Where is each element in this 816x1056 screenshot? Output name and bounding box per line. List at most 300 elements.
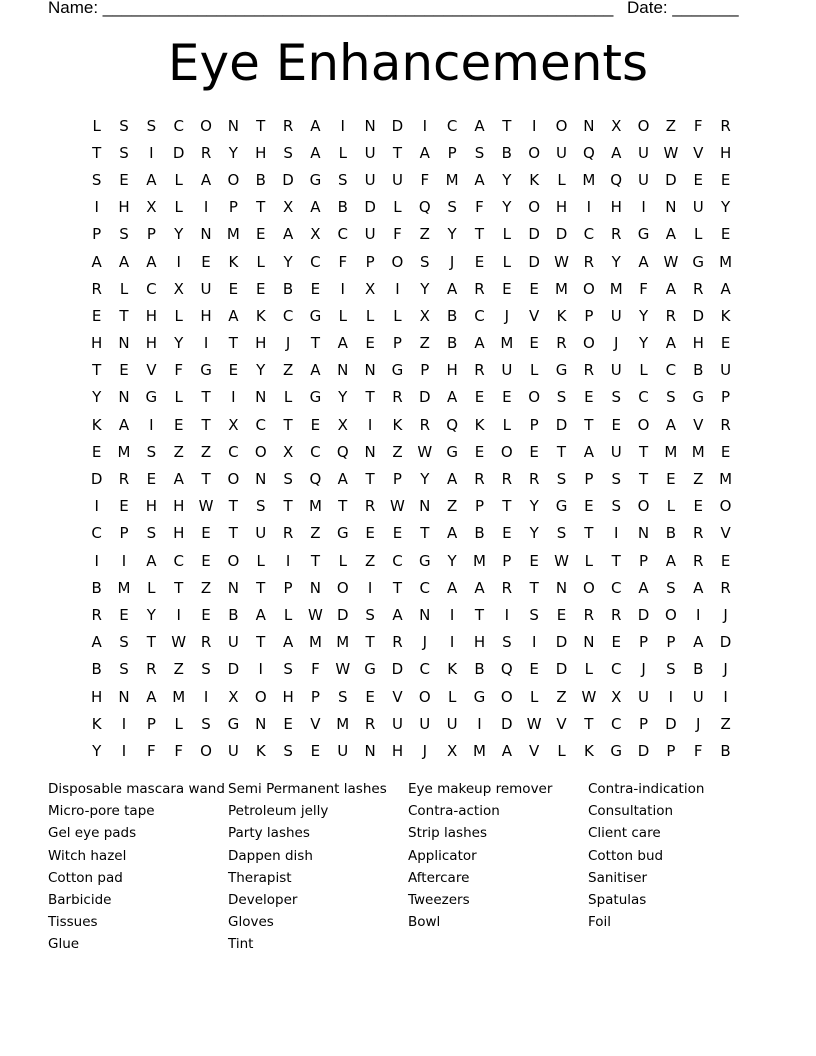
grid-letter: D	[555, 660, 568, 679]
grid-letter: X	[228, 687, 239, 706]
grid-letter: H	[145, 306, 157, 325]
grid-letter: L	[338, 143, 347, 162]
grid-letter: M	[719, 252, 733, 271]
grid-letter: N	[583, 116, 595, 135]
grid-letter: A	[118, 252, 130, 271]
grid-letter: S	[283, 741, 293, 760]
grid-letter: I	[121, 741, 127, 760]
grid-letter: W	[554, 551, 569, 570]
grid-letter: A	[310, 198, 321, 217]
grid-letter: O	[637, 497, 650, 516]
word-item: Semi Permanent lashes	[228, 781, 387, 797]
grid-letter: B	[446, 306, 458, 325]
grid-letter: U	[556, 143, 567, 162]
grid-letter: O	[254, 442, 267, 461]
grid-letter: V	[720, 524, 731, 543]
grid-letter: O	[418, 687, 431, 706]
grid-letter: R	[610, 605, 622, 624]
grid-row	[83, 275, 739, 302]
grid-letter: T	[420, 524, 430, 543]
grid-letter: L	[529, 687, 539, 706]
grid-letter: S	[611, 388, 621, 407]
grid-letter: U	[692, 687, 704, 706]
grid-letter: O	[227, 551, 240, 570]
grid-letter: T	[201, 470, 211, 489]
grid-letter: E	[201, 605, 211, 624]
grid-letter: L	[502, 252, 511, 271]
grid-letter: Y	[92, 741, 102, 760]
grid-letter: S	[447, 198, 457, 217]
grid-letter: T	[365, 470, 375, 489]
grid-letter: Y	[174, 225, 184, 244]
grid-letter: C	[665, 361, 677, 380]
grid-letter: U	[638, 687, 650, 706]
grid-letter: U	[255, 524, 267, 543]
grid-letter: T	[119, 306, 129, 325]
grid-letter: N	[118, 388, 130, 407]
grid-letter: B	[474, 524, 485, 543]
grid-letter: A	[337, 470, 348, 489]
grid-letter: A	[720, 279, 731, 298]
grid-letter: B	[91, 660, 102, 679]
grid-letter: S	[556, 388, 567, 407]
grid-letter: M	[719, 470, 733, 489]
grid-row	[83, 112, 739, 139]
grid-letter: I	[531, 116, 537, 135]
grid-letter: K	[474, 415, 485, 434]
grid-letter: I	[449, 605, 455, 624]
grid-letter: T	[310, 334, 320, 353]
grid-letter: Z	[282, 361, 294, 380]
grid-letter: N	[637, 524, 650, 543]
grid-letter: O	[664, 605, 677, 624]
grid-letter: Q	[336, 442, 349, 461]
grid-letter: S	[283, 143, 293, 162]
word-item: Spatulas	[588, 892, 647, 909]
grid-letter: R	[556, 334, 567, 353]
grid-letter: P	[392, 470, 402, 489]
grid-letter: R	[200, 633, 212, 652]
word-item: Contra-indication	[588, 781, 705, 797]
grid-letter: W	[171, 633, 187, 652]
grid-letter: H	[118, 198, 130, 217]
grid-letter: C	[173, 551, 184, 570]
grid-letter: S	[365, 605, 375, 624]
grid-letter: P	[283, 578, 293, 597]
grid-letter: T	[201, 415, 211, 434]
word-item: Gel eye pads	[48, 825, 137, 842]
grid-letter: N	[200, 225, 212, 244]
grid-letter: L	[393, 198, 402, 217]
grid-letter: L	[694, 225, 703, 244]
grid-letter: D	[364, 198, 376, 217]
grid-letter: R	[282, 116, 294, 135]
grid-letter: K	[255, 741, 266, 760]
grid-letter: E	[529, 279, 539, 298]
grid-letter: S	[283, 660, 293, 679]
grid-letter: U	[337, 741, 349, 760]
grid-letter: S	[283, 470, 293, 489]
grid-letter: I	[696, 605, 701, 624]
grid-row	[83, 737, 739, 764]
grid-letter: U	[364, 143, 376, 162]
grid-row	[83, 547, 739, 574]
word-item: Tweezers	[408, 892, 470, 909]
grid-letter: N	[555, 578, 568, 597]
grid-letter: V	[146, 361, 157, 380]
grid-letter: R	[720, 415, 731, 434]
word-item: Dappen dish	[228, 847, 313, 864]
grid-letter: U	[610, 306, 622, 325]
grid-letter: A	[611, 143, 622, 162]
grid-letter: H	[446, 361, 458, 380]
grid-letter: L	[666, 497, 676, 516]
grid-letter: C	[610, 578, 622, 597]
grid-letter: O	[555, 116, 568, 135]
grid-letter: D	[90, 470, 103, 489]
grid-letter: Q	[418, 198, 431, 217]
grid-letter: Z	[419, 225, 430, 244]
grid-letter: G	[364, 660, 376, 679]
grid-letter: J	[422, 741, 428, 760]
grid-letter: P	[119, 524, 129, 543]
grid-letter: T	[283, 497, 293, 516]
grid-letter: X	[282, 442, 294, 461]
grid-letter: A	[310, 143, 321, 162]
grid-letter: C	[282, 306, 294, 325]
grid-letter: A	[392, 605, 403, 624]
grid-letter: E	[119, 170, 129, 189]
grid-letter: Y	[502, 170, 512, 189]
grid-letter: I	[586, 198, 592, 217]
grid-letter: E	[310, 279, 321, 298]
page-title: Eye Enhancements	[167, 34, 649, 92]
grid-letter: E	[91, 306, 102, 325]
grid-letter: K	[529, 170, 540, 189]
grid-letter: E	[720, 334, 731, 353]
grid-letter: E	[611, 633, 621, 652]
grid-letter: R	[474, 470, 485, 489]
grid-letter: Y	[256, 361, 266, 380]
grid-letter: S	[666, 578, 676, 597]
grid-letter: M	[609, 279, 623, 298]
grid-letter: T	[392, 143, 403, 162]
grid-letter: D	[692, 306, 705, 325]
grid-letter: E	[255, 225, 266, 244]
grid-letter: R	[419, 415, 431, 434]
grid-letter: E	[91, 442, 102, 461]
grid-letter: S	[666, 660, 676, 679]
grid-letter: U	[446, 714, 458, 733]
word-item: Tissues	[48, 914, 98, 931]
grid-letter: H	[391, 741, 404, 760]
grid-letter: T	[201, 388, 211, 407]
grid-letter: Z	[173, 442, 184, 461]
grid-letter: S	[146, 442, 157, 461]
grid-letter: D	[172, 143, 185, 162]
grid-letter: N	[419, 605, 431, 624]
grid-letter: V	[693, 415, 704, 434]
grid-letter: C	[146, 279, 157, 298]
grid-letter: D	[227, 660, 240, 679]
grid-letter: K	[583, 741, 594, 760]
grid-letter: A	[282, 633, 294, 652]
grid-letter: T	[474, 225, 485, 244]
grid-letter: I	[176, 252, 181, 271]
grid-letter: E	[584, 388, 594, 407]
grid-letter: B	[474, 660, 485, 679]
grid-letter: A	[310, 116, 321, 135]
grid-letter: G	[473, 687, 486, 706]
grid-letter: Q	[610, 170, 623, 189]
grid-letter: H	[692, 334, 704, 353]
grid-letter: R	[583, 605, 595, 624]
grid-letter: F	[311, 660, 320, 679]
grid-letter: K	[556, 306, 567, 325]
grid-letter: P	[639, 551, 649, 570]
grid-letter: E	[693, 170, 703, 189]
grid-letter: P	[529, 415, 539, 434]
grid-letter: A	[146, 252, 157, 271]
word-item: Sanitiser	[588, 869, 648, 886]
grid-letter: C	[310, 252, 321, 271]
grid-letter: L	[557, 170, 566, 189]
grid-letter: J	[504, 306, 510, 325]
grid-letter: A	[447, 578, 458, 597]
grid-letter: U	[227, 633, 239, 652]
grid-letter: A	[146, 170, 157, 189]
grid-letter: B	[501, 143, 512, 162]
grid-letter: L	[338, 306, 347, 325]
grid-letter: K	[228, 252, 239, 271]
grid-row	[83, 574, 739, 601]
grid-letter: X	[282, 198, 294, 217]
grid-letter: I	[668, 687, 674, 706]
grid-letter: T	[638, 470, 649, 489]
grid-letter: P	[365, 252, 375, 271]
grid-letter: R	[665, 306, 677, 325]
word-item: Tint	[228, 936, 254, 953]
word-item: Gloves	[228, 914, 274, 931]
grid-letter: P	[639, 714, 649, 733]
grid-letter: N	[364, 741, 376, 760]
grid-letter: D	[528, 225, 540, 244]
grid-letter: Z	[556, 687, 567, 706]
grid-letter: H	[91, 687, 103, 706]
grid-letter: X	[419, 306, 430, 325]
grid-letter: A	[665, 415, 677, 434]
grid-letter: L	[447, 687, 457, 706]
grid-letter: A	[419, 143, 430, 162]
grid-letter: C	[474, 306, 485, 325]
grid-letter: S	[556, 524, 567, 543]
grid-letter: M	[308, 497, 322, 516]
grid-letter: A	[228, 306, 239, 325]
grid-letter: R	[501, 470, 513, 489]
grid-letter: R	[364, 497, 376, 516]
grid-letter: P	[584, 470, 594, 489]
grid-letter: H	[200, 306, 212, 325]
grid-letter: X	[310, 225, 321, 244]
grid-letter: S	[201, 714, 211, 733]
grid-letter: T	[338, 497, 348, 516]
grid-letter: N	[309, 578, 322, 597]
grid-letter: P	[721, 388, 731, 407]
grid-letter: L	[365, 306, 375, 325]
grid-letter: E	[529, 660, 539, 679]
grid-letter: O	[582, 578, 595, 597]
grid-letter: M	[308, 633, 322, 652]
grid-letter: O	[254, 687, 267, 706]
grid-letter: I	[367, 415, 373, 434]
grid-letter: L	[119, 279, 129, 298]
grid-letter: A	[665, 225, 677, 244]
grid-letter: B	[255, 170, 266, 189]
grid-row	[83, 302, 739, 329]
word-item: Applicator	[408, 847, 477, 864]
grid-letter: A	[474, 578, 485, 597]
grid-letter: X	[146, 198, 157, 217]
grid-letter: E	[529, 551, 539, 570]
grid-letter: U	[720, 361, 732, 380]
grid-letter: N	[583, 633, 595, 652]
grid-letter: M	[473, 551, 486, 570]
grid-letter: J	[285, 334, 291, 353]
grid-letter: Y	[529, 497, 539, 516]
date-field-label: Date: _______	[627, 0, 739, 17]
grid-letter: N	[364, 442, 376, 461]
grid-letter: C	[255, 415, 266, 434]
grid-row	[83, 166, 739, 193]
word-item: Client care	[588, 825, 661, 842]
grid-row	[83, 384, 739, 411]
grid-letter: V	[310, 714, 321, 733]
grid-letter: I	[395, 279, 400, 298]
grid-letter: G	[637, 225, 650, 244]
grid-letter: Q	[582, 143, 595, 162]
grid-letter: L	[502, 225, 511, 244]
grid-letter: T	[174, 578, 184, 597]
grid-letter: R	[364, 714, 376, 733]
grid-letter: A	[146, 687, 157, 706]
grid-letter: V	[529, 306, 540, 325]
grid-letter: D	[555, 415, 568, 434]
grid-letter: I	[121, 714, 127, 733]
grid-letter: E	[310, 415, 321, 434]
grid-letter: C	[310, 442, 321, 461]
word-item: Consultation	[588, 803, 674, 820]
grid-letter: G	[309, 388, 322, 407]
grid-letter: F	[693, 116, 703, 135]
grid-letter: A	[638, 578, 649, 597]
grid-letter: E	[173, 415, 184, 434]
grid-letter: C	[337, 225, 348, 244]
grid-letter: D	[336, 605, 349, 624]
grid-letter: I	[149, 143, 154, 162]
grid-letter: Y	[174, 334, 184, 353]
grid-letter: R	[200, 143, 212, 162]
grid-letter: W	[335, 660, 351, 679]
word-item: Aftercare	[408, 869, 470, 886]
word-item: Barbicide	[48, 892, 112, 909]
grid-letter: J	[422, 633, 428, 652]
grid-letter: P	[666, 633, 676, 652]
grid-letter: U	[610, 442, 622, 461]
grid-letter: I	[531, 633, 537, 652]
grid-letter: X	[228, 415, 239, 434]
grid-letter: Z	[419, 334, 430, 353]
grid-letter: E	[201, 524, 211, 543]
grid-letter: P	[502, 551, 512, 570]
grid-letter: C	[392, 551, 403, 570]
word-column	[228, 778, 408, 956]
grid-letter: D	[665, 714, 677, 733]
grid-letter: G	[446, 442, 458, 461]
grid-letter: B	[693, 660, 704, 679]
grid-row	[83, 656, 739, 683]
grid-letter: E	[474, 442, 485, 461]
grid-letter: M	[226, 225, 240, 244]
grid-letter: E	[720, 551, 731, 570]
grid-letter: I	[94, 551, 99, 570]
grid-letter: G	[610, 741, 623, 760]
grid-letter: I	[203, 334, 209, 353]
grid-letter: V	[392, 687, 403, 706]
grid-letter: X	[611, 116, 622, 135]
grid-letter: I	[641, 198, 646, 217]
name-field-label: Name: ______________________________________________________	[48, 0, 614, 17]
grid-letter: M	[555, 279, 568, 298]
grid-letter: E	[255, 279, 266, 298]
grid-letter: Q	[309, 470, 322, 489]
grid-letter: Y	[638, 306, 649, 325]
grid-letter: J	[449, 252, 455, 271]
grid-letter: E	[720, 225, 731, 244]
grid-letter: P	[92, 225, 102, 244]
grid-letter: A	[447, 524, 458, 543]
word-item: Eye makeup remover	[408, 781, 553, 797]
grid-letter: O	[582, 334, 595, 353]
grid-letter: A	[447, 279, 458, 298]
word-list	[48, 778, 768, 956]
word-item: Therapist	[228, 869, 292, 886]
grid-letter: R	[583, 252, 595, 271]
grid-letter: S	[91, 170, 102, 189]
grid-letter: T	[92, 143, 102, 162]
grid-letter: E	[201, 252, 211, 271]
grid-letter: J	[613, 334, 619, 353]
grid-letter: U	[692, 198, 704, 217]
grid-letter: N	[364, 361, 376, 380]
grid-letter: A	[118, 415, 130, 434]
grid-letter: I	[149, 415, 154, 434]
grid-letter: I	[477, 714, 482, 733]
grid-letter: R	[392, 633, 403, 652]
grid-letter: R	[91, 279, 102, 298]
grid-letter: Y	[146, 605, 156, 624]
grid-letter: F	[639, 279, 648, 298]
grid-letter: A	[91, 252, 102, 271]
grid-letter: O	[500, 687, 513, 706]
grid-letter: H	[719, 143, 732, 162]
grid-letter: D	[719, 633, 732, 652]
grid-letter: X	[173, 279, 184, 298]
grid-letter: M	[336, 714, 350, 733]
grid-letter: B	[665, 524, 677, 543]
grid-letter: B	[228, 605, 239, 624]
grid-letter: F	[147, 741, 156, 760]
grid-letter: T	[392, 578, 403, 597]
